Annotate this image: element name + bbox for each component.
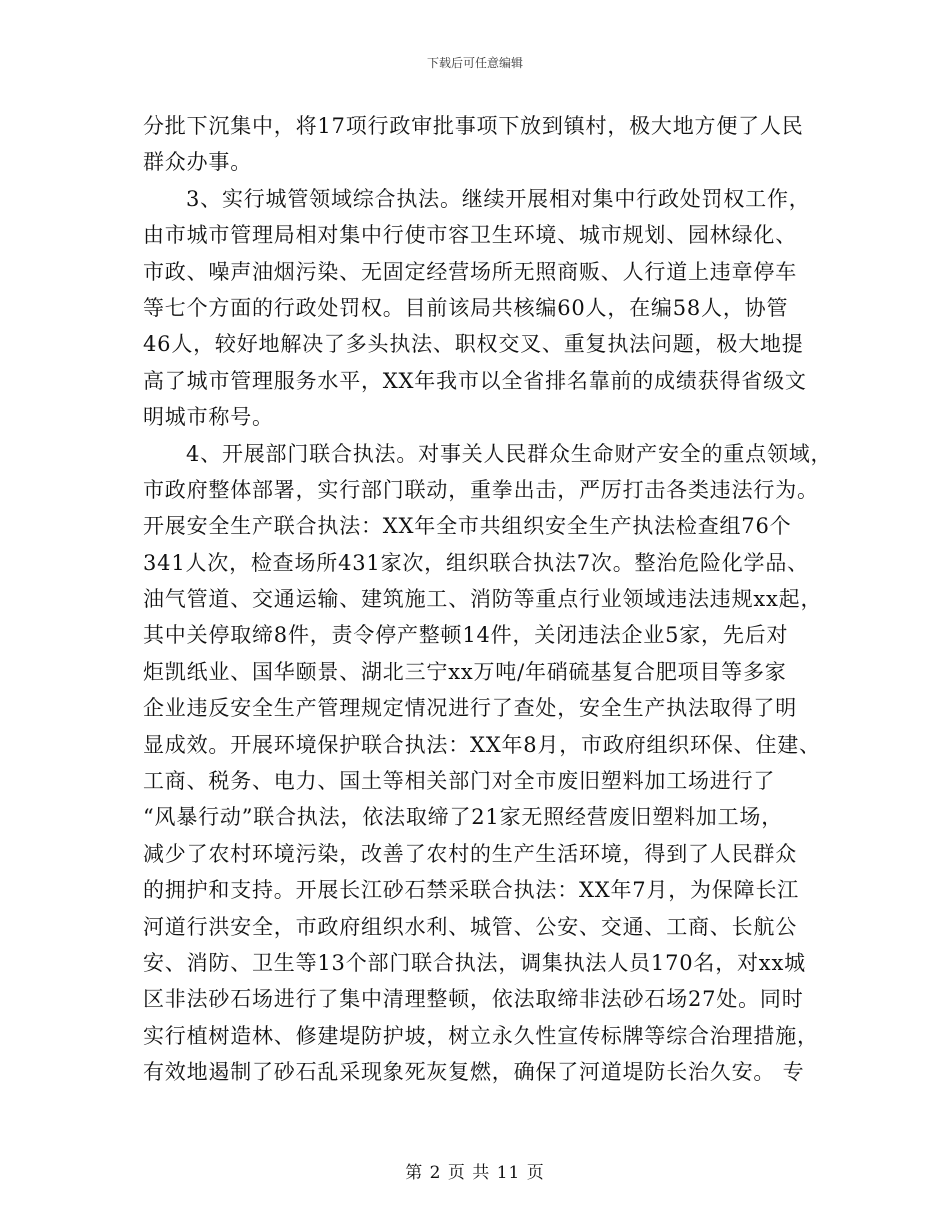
text-line: 群众办事。 xyxy=(143,150,252,175)
text-line: “风暴行动”联合执法，依法取缔了21家无照经营废旧塑料加工场， xyxy=(143,805,783,830)
page-header: 下载后可任意编辑 xyxy=(426,56,523,70)
paragraph-start-line: 4、开展部门联合执法。对事关人民群众生命财产安全的重点领域， xyxy=(186,441,833,466)
text-line: 市政府整体部署，实行部门联动，重拳出击，严厉打击各类违法行为。 xyxy=(143,477,819,502)
text-line: 河道行洪安全，市政府组织水利、城管、公安、交通、工商、长航公 xyxy=(143,914,797,939)
document-body xyxy=(143,108,833,1091)
text-line: 市政、噪声油烟污染、无固定经营场所无照商贩、人行道上违章停车 xyxy=(143,259,797,284)
text-line: 开展安全生产联合执法：XX年全市共组织安全生产执法检查组76个 xyxy=(143,514,792,539)
text-line: 企业违反安全生产管理规定情况进行了查处，安全生产执法取得了明 xyxy=(143,696,797,721)
text-line: 46人，较好地解决了多头执法、职权交叉、重复执法问题，极大地提 xyxy=(143,332,804,357)
text-line: 等七个方面的行政处罚权。目前该局共核编60人，在编58人，协管 xyxy=(143,295,789,320)
text-line: 的拥护和支持。开展长江砂石禁采联合执法：XX年7月，为保障长江 xyxy=(143,878,800,903)
text-line: 减少了农村环境污染，改善了农村的生产生活环境，得到了人民群众 xyxy=(143,841,797,866)
text-line: 其中关停取缔8件，责令停产整顿14件，关闭违法企业5家，先后对 xyxy=(143,623,789,648)
text-line: 显成效。开展环境保护联合执法：XX年8月，市政府组织环保、住建、 xyxy=(143,732,821,757)
text-line: 安、消防、卫生等13个部门联合执法，调集执法人员170名，对xx城 xyxy=(143,950,806,975)
text-line: 区非法砂石场进行了集中清理整顿，依法取缔非法砂石场27处。同时 xyxy=(143,987,804,1012)
text-line: 实行植树造林、修建堤防护坡，树立永久性宣传标牌等综合治理措施， xyxy=(143,1023,819,1048)
text-line: 由市城市管理局相对集中行使市容卫生环境、城市规划、园林绿化、 xyxy=(143,223,797,248)
paragraph-start-line: 3、实行城管领域综合执法。继续开展相对集中行政处罚权工作， xyxy=(186,186,811,211)
text-line: 高了城市管理服务水平，XX年我市以全省排名靠前的成绩获得省级文 xyxy=(143,368,807,393)
text-line: 油气管道、交通运输、建筑施工、消防等重点行业领域违法违规xx起， xyxy=(143,587,823,612)
text-line: 炬凯纸业、国华颐景、湖北三宁xx万吨/年硝硫基复合肥项目等多家 xyxy=(143,659,787,684)
text-line: 工商、税务、电力、国土等相关部门对全市废旧塑料加工场进行了 xyxy=(143,769,776,794)
text-line: 341人次，检查场所431家次，组织联合执法7次。整治危险化学品、 xyxy=(143,550,809,575)
text-line: 明城市称号。 xyxy=(143,405,274,430)
page-footer: 第 2 页 共 11 页 xyxy=(405,1163,545,1183)
text-line: 分批下沉集中，将17项行政审批事项下放到镇村，极大地方便了人民 xyxy=(143,114,804,138)
text-line: 有效地遏制了砂石乱采现象死灰复燃，确保了河道堤防长治久安。 专 xyxy=(143,1060,805,1085)
